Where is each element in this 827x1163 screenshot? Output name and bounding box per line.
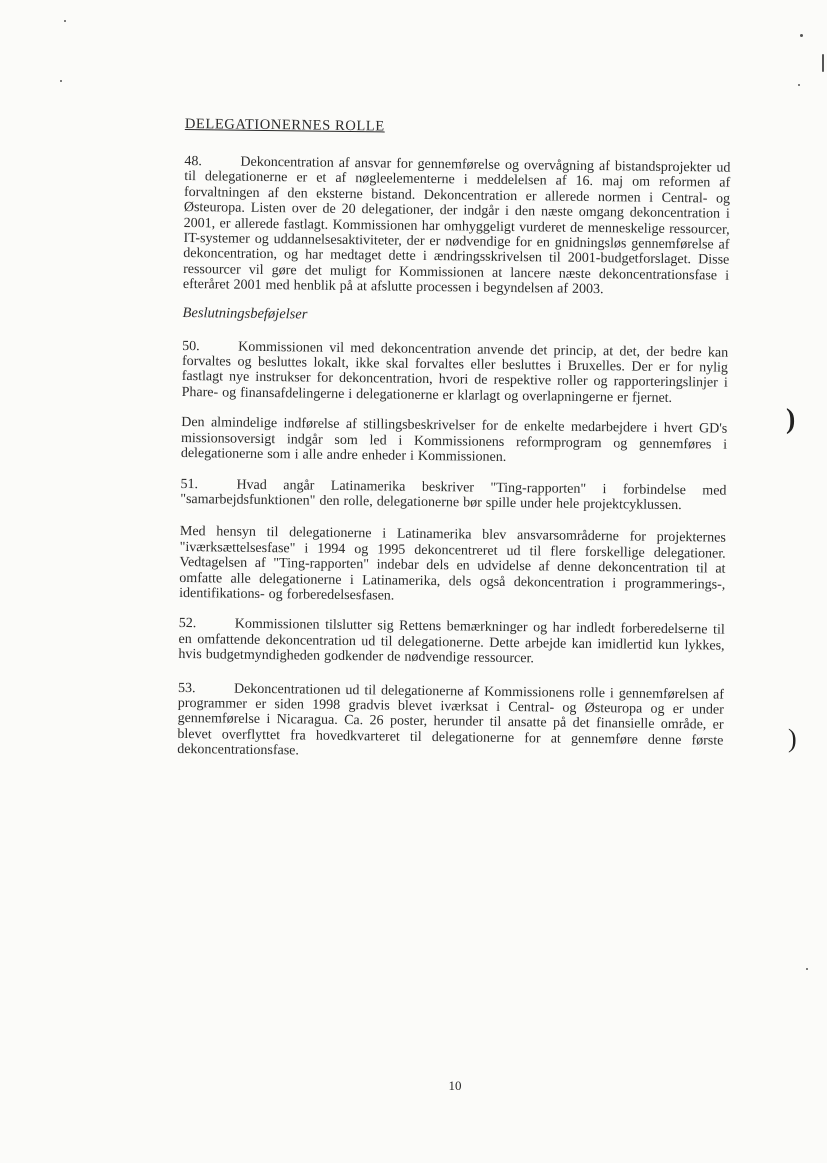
paragraph-number: 51. <box>180 476 199 492</box>
paragraph-50 <box>182 339 729 407</box>
section-heading: DELEGATIONERNES ROLLE <box>184 116 385 135</box>
scan-speck <box>60 80 62 82</box>
paragraph-text: Dekoncentrationen ud til delegationerne af Kommissionens rolle i gennemførelsen af programmer er siden 1998 gradvis blevet iværksat i Central- og Østeuropa og er under gennemførelse i Nicaragua. Ca. 26 poster, herunder til ansatte på det finansielle område, er blevet overflyttet fra hovedkvarteret til delegationerne for at gennemføre denne første dekoncentrationsfase. <box>177 681 725 759</box>
scan-speck <box>798 84 800 86</box>
paragraph-text: Kommissionen tilslutter sig Rettens bemærkninger og har indledt forberedelserne til en omfattende dekoncentration ud til delegationerne. Dette arbejde kan imidlertid kun lykkes, hvis budgetmyndigheden godkender de nødvendige ressourcer. <box>178 616 725 667</box>
scan-speck <box>806 968 808 970</box>
paragraph-job-descriptions: Den almindelige indførelse af stillingsbeskrivelser for de enkelte medarbejdere i hvert GD's missionsoversigt indgår som led i Kommissionens reformprogram og gennemføres i delegationerne som i alle andre enheder i Kommissionen. <box>180 415 728 466</box>
binder-hole-mark: ) <box>788 724 797 753</box>
paragraph-53 <box>177 681 724 765</box>
paragraph-51 <box>180 476 726 513</box>
paragraph-number: 48. <box>184 153 203 170</box>
subheading: Beslutningsbeføjelser <box>182 304 308 323</box>
paragraph-text: Kommissionen vil med dekoncentration anvende det princip, at det, der bedre kan forvaltes og besluttes lokalt, ikke skal forvaltes eller besluttes i Bruxelles. Der er for nylig fastlagt nye instrukser for dekoncentration, hvori de respektive roller og rapporteringslinjer i Phare- og finansafdelingerne i delegationerne er klarlagt og overlapningerne er fjernet. <box>181 339 729 406</box>
paragraph-number: 50. <box>182 338 200 354</box>
paragraph-latin-america: Med hensyn til delegationerne i Latinamerika blev ansvarsområderne for projekternes "iværksættelsesfase" i 1994 og 1995 dekoncentreret ud til flere forskellige delegationer. Vedtagelsen af "Ting-rapporten" indebar dels en udvidelse af denne dekoncentration til at omfatte alle delegationerne i Latinamerika, dels også dekoncentration i programmerings-, identifikations- og forberedelsesfasen. <box>179 524 726 604</box>
scan-speck <box>800 34 803 37</box>
binder-hole-mark: ) <box>786 404 796 435</box>
paragraph-52 <box>178 616 725 669</box>
paragraph-text: Dekoncentration af ansvar for gennemførelse og overvågning af bistandsprojekter ud til delegationerne er et af nøgleelementerne i meddelelsen af 16. maj om reformen af forvaltningen af den eksterne bistand. Dekoncentration er allerede normen i Central- og Østeuropa. Listen over de 20 delegationer, der indgår i den næste omgang dekoncentration i 2001, er allerede fastlagt. Kommissionen har omhyggeligt vurderet de menneskelige ressourcer, IT-systemer og uddannelsesaktiviteter, der er nødvendige for en gnidningsløs gennemførelse af dekoncentration, og har medtaget dette i ændringsskrivelsen til 2001-budgetforslaget. Disse ressourcer vil gøre det muligt for Kommissionen at lancere næste dekoncentrationsfase i efteråret 2001 med henblik på at afslutte processen i begyndelsen af 2003. <box>182 154 731 298</box>
paragraph-number: 53. <box>177 680 196 696</box>
scan-speck <box>64 20 66 22</box>
scan-edge-mark <box>822 54 824 72</box>
paragraph-text: Hvad angår Latinamerika beskriver "Ting-rapporten" i forbindelse med "samarbejdsfunktionen" den rolle, delegationerne bør spille under hele projektcyklussen. <box>180 477 727 514</box>
document-body <box>177 116 731 764</box>
page-number: 10 <box>448 1078 462 1093</box>
paragraph-number: 52. <box>178 616 197 632</box>
paragraph-48 <box>183 154 731 299</box>
